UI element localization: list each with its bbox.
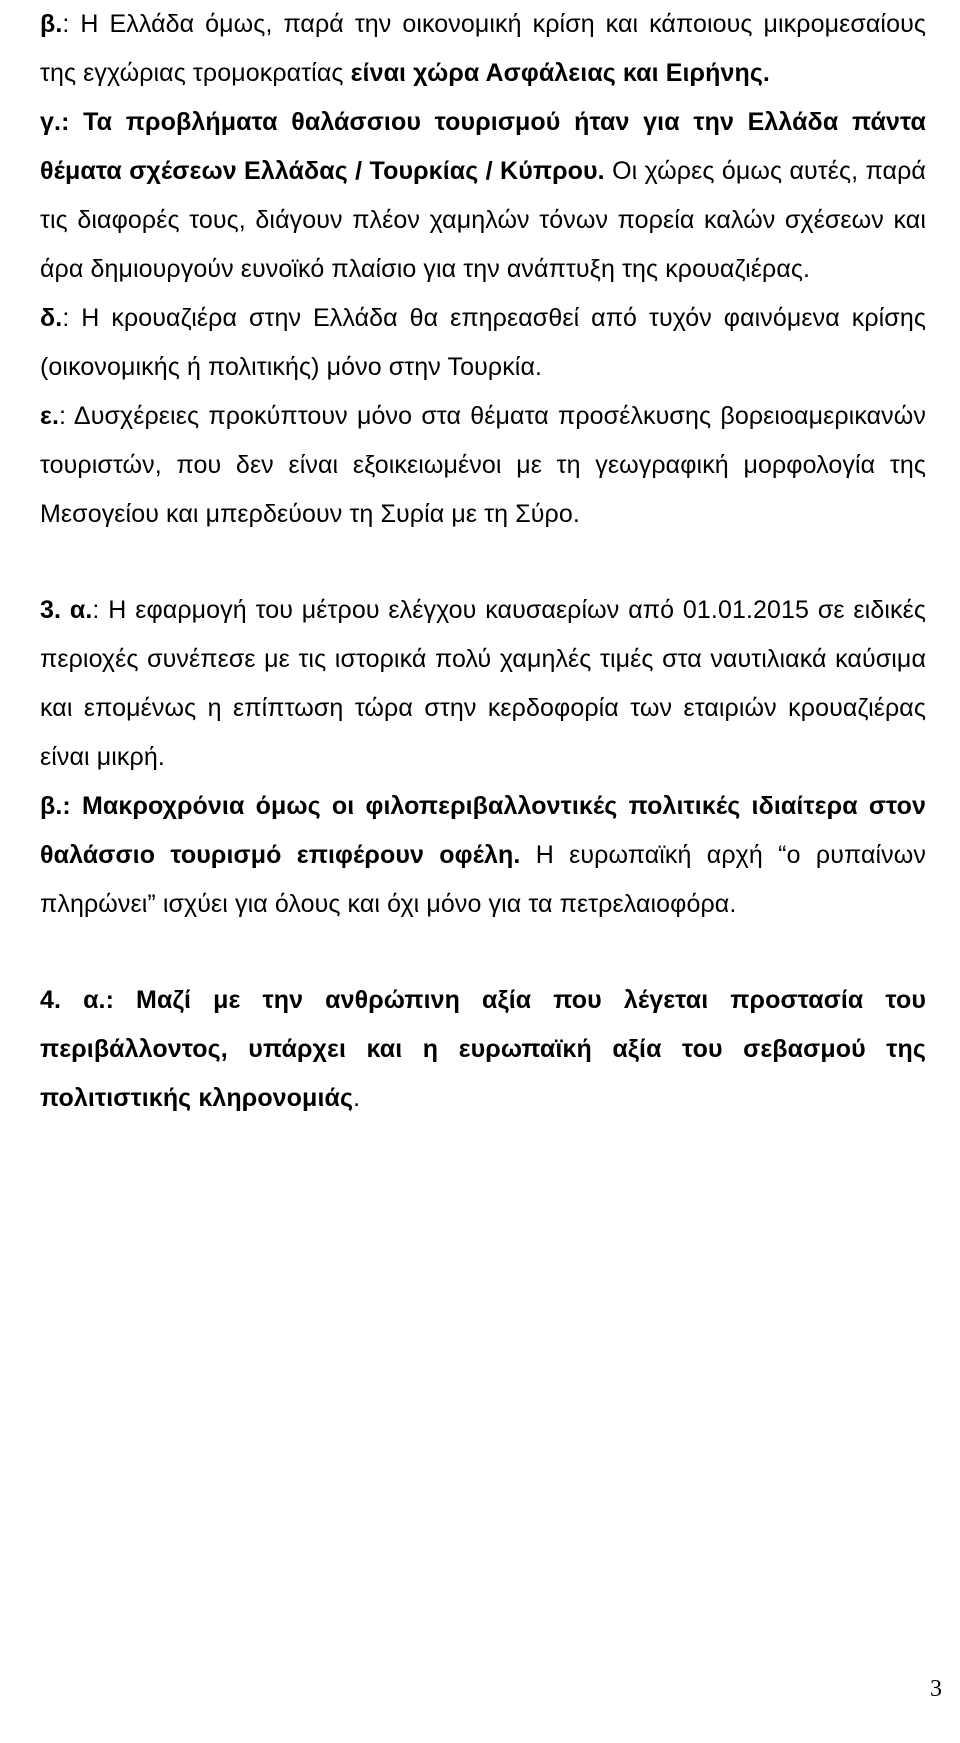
paragraph-3-alpha bbox=[40, 586, 926, 782]
paragraph-text: : Η Ελλάδα όμως, παρά την οικονομική κρίση και κάποιους μικρομεσαίους της εγχώριας τρομοκρατίας bbox=[40, 10, 926, 87]
emphasis-text: : Τα προβλήματα θαλάσσιου τουρισμού ήταν για την Ελλάδα πάντα θέματα σχέσεων Ελλάδας / Τουρκίας / Κύπρου. bbox=[40, 108, 926, 185]
item-label: ε. bbox=[40, 402, 60, 430]
section-number: 3. bbox=[40, 596, 62, 624]
paragraph-text: . bbox=[353, 1084, 361, 1112]
paragraph-beta-1 bbox=[40, 0, 926, 98]
paragraph-epsilon bbox=[40, 392, 926, 539]
item-label: β. bbox=[40, 10, 63, 38]
paragraph-text: Οι χώρες όμως αυτές, παρά τις διαφορές τους, διάγουν πλέον χαμηλών τόνων πορεία καλών σχέσεων και άρα δημιουργούν ευνοϊκό πλαίσιο για την ανάπτυξη της κρουαζιέρας. bbox=[40, 157, 926, 283]
emphasis-text: : Μαζί με την ανθρώπινη αξία που λέγεται προστασία του περιβάλλοντος, υπάρχει και η ευρωπαϊκή αξία του σεβασμού της πολιτιστικής κληρονομιάς bbox=[40, 986, 927, 1112]
item-label: α. bbox=[61, 596, 93, 624]
item-label: α. bbox=[61, 986, 106, 1014]
paragraph-4-alpha bbox=[40, 976, 926, 1123]
paragraph-delta bbox=[40, 294, 926, 392]
paragraph-text: : Δυσχέρειες προκύπτουν μόνο στα θέματα προσέλκυσης βορειοαμερικανών τουριστών, που δεν είναι εξοικειωμένοι με τη γεωγραφική μορφολογία της Μεσογείου και μπερδεύουν τη Συρία με τη Σύρο. bbox=[40, 402, 926, 528]
item-label: δ. bbox=[40, 304, 63, 332]
paragraph-text: : Η κρουαζιέρα στην Ελλάδα θα επηρεασθεί από τυχόν φαινόμενα κρίσης (οικονομικής ή πολιτικής) μόνο στην Τουρκία. bbox=[40, 304, 926, 381]
paragraph-text: Η ευρωπαϊκή αρχή “ο ρυπαίνων πληρώνει” ισχύει για όλους και όχι μόνο για τα πετρελαιοφόρα. bbox=[40, 841, 926, 918]
emphasis-text: : Μακροχρόνια όμως οι φιλοπεριβαλλοντικές πολιτικές ιδιαίτερα στον θαλάσσιο τουρισμό επιφέρουν οφέλη. bbox=[40, 792, 926, 869]
item-label: β. bbox=[40, 792, 63, 820]
item-label: γ. bbox=[40, 108, 62, 136]
paragraph-3-beta bbox=[40, 782, 926, 929]
emphasis-text: είναι χώρα Ασφάλειας και Ειρήνης. bbox=[350, 59, 770, 87]
paragraph-text: : Η εφαρμογή του μέτρου ελέγχου καυσαερίων από 01.01.2015 σε ειδικές περιοχές συνέπεσε με τις ιστορικά πολύ χαμηλές τιμές στα ναυτιλιακά καύσιμα και επομένως η επίπτωση τώρα στην κερδοφορία των εταιριών κρουαζιέρας είναι μικρή. bbox=[40, 596, 926, 771]
paragraph-gamma bbox=[40, 98, 926, 294]
section-number: 4. bbox=[40, 986, 62, 1014]
page-number: 3 bbox=[930, 1676, 942, 1702]
document-body bbox=[40, 0, 926, 1123]
